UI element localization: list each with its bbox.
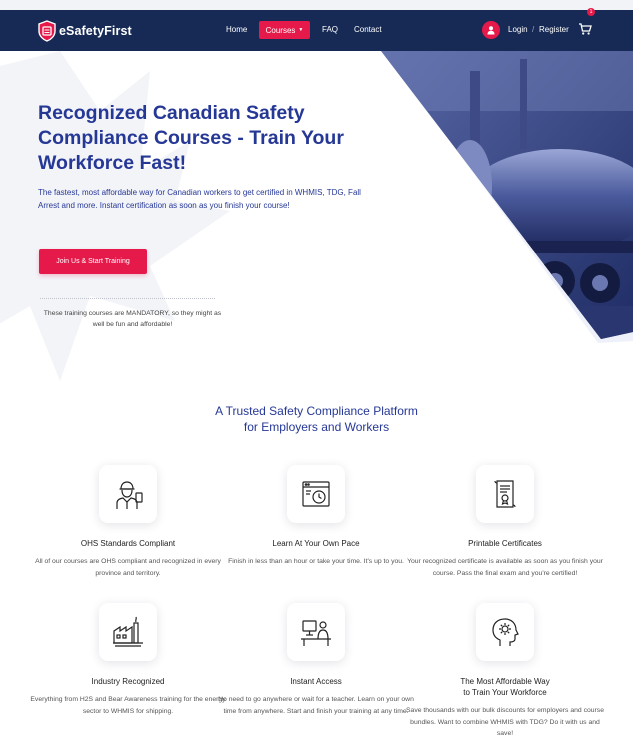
feature-card-certificates <box>405 465 605 579</box>
section-heading-line-1: A Trusted Safety Compliance Platform <box>215 404 418 418</box>
login-register-separator: / <box>532 25 535 34</box>
feature-card-own-pace <box>216 465 416 568</box>
feature-card-affordable <box>405 603 605 740</box>
feature-text: Finish in less than an hour or take your time. It's up to you. <box>228 558 404 565</box>
divider <box>40 298 215 299</box>
hero-description: The fastest, most affordable way for Canadian workers to get certified in WHMIS, TDG, Fall Arrest and more. Instant certification as soon as you finish your course! <box>38 188 361 210</box>
worker-icon <box>111 477 145 511</box>
feature-title-line-2: to Train Your Workforce <box>463 688 547 697</box>
feature-title: Printable Certificates <box>468 539 542 548</box>
feature-text: Save thousands with our bulk discounts for employers and course bundles. Want to combine WHMIS with TDG? Do it with us and save! <box>406 707 604 737</box>
join-start-training-button[interactable]: Join Us & Start Training <box>39 249 147 274</box>
feature-text: No need to go anywhere or wait for a teacher. Learn on your own time from anywhere. Start and finish your training at any time. <box>218 696 414 715</box>
brain-gear-icon <box>488 615 522 649</box>
feature-icon-box <box>476 465 534 523</box>
feature-title: OHS Standards Compliant <box>80 539 176 548</box>
clock-screen-icon <box>299 477 333 511</box>
section-heading-line-2: for Employers and Workers <box>243 420 390 434</box>
top-navbar <box>0 10 633 51</box>
cart-count-badge: 1 <box>587 8 595 16</box>
feature-text: Everything from H2S and Bear Awareness training for the energy sector to WHMIS for shipping. <box>30 696 226 715</box>
nav-faq-link[interactable]: FAQ <box>322 25 339 34</box>
feature-card-ohs <box>28 465 228 579</box>
user-avatar-icon[interactable] <box>482 21 500 39</box>
shield-logo-icon <box>38 20 56 42</box>
shopping-cart-icon[interactable] <box>578 22 592 36</box>
nav-courses-label: Courses <box>265 25 296 35</box>
site-logo[interactable] <box>38 19 132 43</box>
feature-icon-box <box>99 603 157 661</box>
feature-title <box>405 676 605 698</box>
feature-title: Industry Recognized <box>91 677 165 686</box>
hero-headline: Recognized Canadian Safety Compliance Courses - Train Your Workforce Fast! <box>38 102 344 174</box>
register-link[interactable]: Register <box>539 25 569 34</box>
feature-card-instant-access <box>216 603 416 717</box>
feature-icon-box <box>287 603 345 661</box>
factory-icon <box>111 615 145 649</box>
feature-icon-box <box>476 603 534 661</box>
nav-contact-link[interactable]: Contact <box>354 25 382 34</box>
nav-home-link[interactable]: Home <box>226 25 248 34</box>
nav-courses-dropdown[interactable] <box>259 21 310 39</box>
browser-top-strip <box>0 0 633 10</box>
feature-text: All of our courses are OHS compliant and recognized in every province and territory. <box>35 558 221 577</box>
chevron-down-icon: ▼ <box>298 27 304 33</box>
feature-title: Instant Access <box>290 677 342 686</box>
feature-title-line-1: The Most Affordable Way <box>460 677 550 686</box>
feature-icon-box <box>99 465 157 523</box>
feature-card-industry <box>28 603 228 717</box>
tanker-truck-photo <box>370 51 633 351</box>
section-heading <box>0 403 633 435</box>
login-link[interactable]: Login <box>508 25 528 34</box>
logo-text: eSafetyFirst <box>59 24 132 38</box>
mandatory-note: These training courses are MANDATORY, so they might as well be fun and affordable! <box>43 310 222 328</box>
feature-text: Your recognized certificate is available as soon as you finish your course. Pass the final exam and you're certified! <box>407 558 603 577</box>
feature-icon-box <box>287 465 345 523</box>
certificate-icon <box>488 477 522 511</box>
feature-title: Learn At Your Own Pace <box>272 539 360 548</box>
desk-computer-icon <box>299 615 333 649</box>
